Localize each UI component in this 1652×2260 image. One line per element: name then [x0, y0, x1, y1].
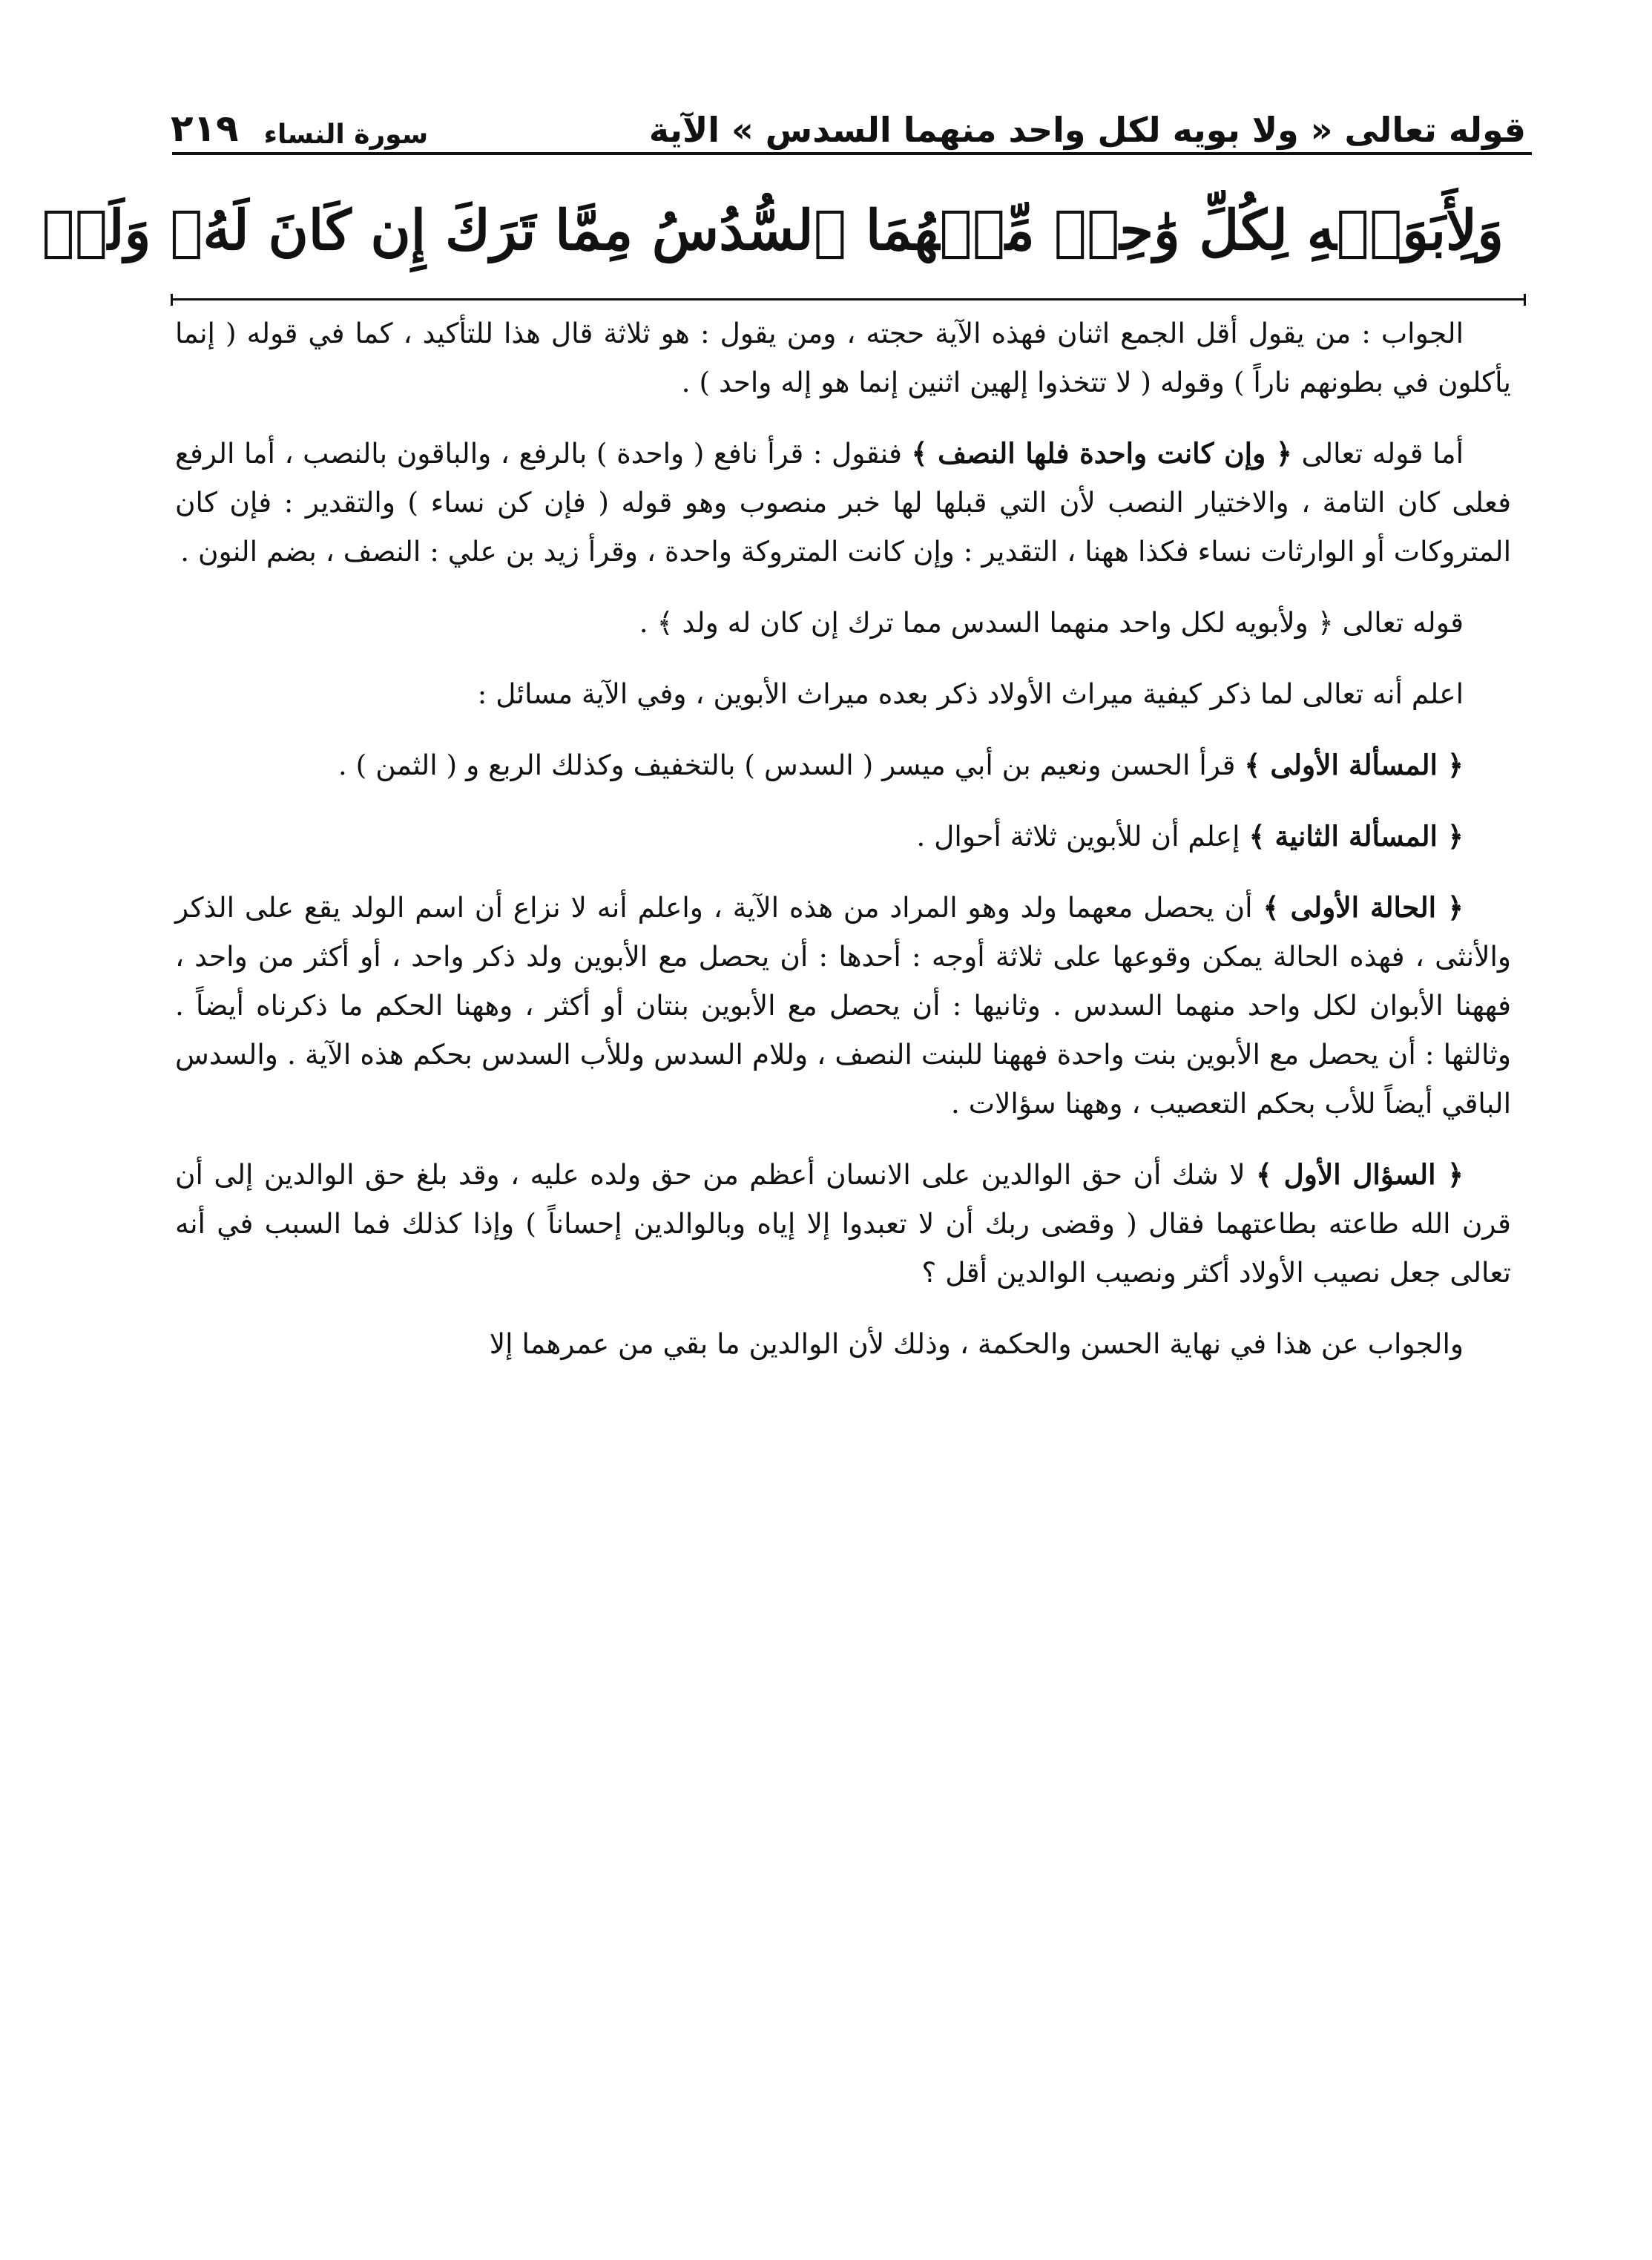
paragraph-text: قرأ الحسن ونعيم بن أبي ميسر ( السدس ) بالتخفيف وكذلك الربع و ( الثمن ) . — [338, 749, 1236, 781]
paragraph-1 — [175, 309, 1511, 407]
paragraph-text: لا شك أن حق الوالدين على الانسان أعظم من حق ولده عليه ، وقد بلغ حق الوالدين إلى أن قرن الله طاعته بطاعتهما فقال ( وقضى ربك أن لا تعبدوا إلا إياه وبالوالدين إحساناً ) وإذا كذلك فما السبب في أنه تعالى جعل نصيب الأولاد أكثر ونصيب الوالدين أقل ؟ — [175, 1158, 1511, 1289]
commentary-body — [175, 309, 1511, 1390]
page-number: ٢١٩ — [171, 107, 239, 150]
paragraph-text: إعلم أن للأبوين ثلاثة أحوال . — [916, 820, 1240, 853]
paragraph-lead-intro: قوله تعالى — [1342, 606, 1464, 639]
running-header — [171, 68, 1526, 150]
paragraph-lead: ﴿ السؤال الأول ﴾ — [1256, 1158, 1464, 1191]
paragraph-2 — [175, 429, 1511, 576]
paragraph-6 — [175, 812, 1511, 861]
paragraph-8 — [175, 1150, 1511, 1297]
paragraph-text: الجواب : من يقول أقل الجمع اثنان فهذه الآية حجته ، ومن يقول : هو ثلاثة قال هذا للتأكيد ، كما في قوله ( إنما يأكلون في بطونهم ناراً ) وقوله ( لا تتخذوا إلهين اثنين إنما هو إله واحد ) . — [175, 317, 1511, 398]
paragraph-lead: ﴿ المسألة الأولى ﴾ — [1244, 749, 1464, 781]
paragraph-lead-intro: أما قوله تعالى — [1301, 437, 1464, 470]
paragraph-text: أن يحصل معهما ولد وهو المراد من هذه الآية ، واعلم أنه لا نزاع أن اسم الولد يقع على الذكر والأنثى ، فهذه الحالة يمكن وقوعها على ثلاثة أوجه : أحدها : أن يحصل مع الأبوين ولد ذكر واحد ، أو أكثر من واحد ، فههنا الأبوان لكل واحد منهما السدس . وثانيها : أن يحصل مع الأبوين بنتان أو أكثر ، وههنا الحكم ما ذكرناه أيضاً . وثالثها : أن يحصل مع الأبوين بنت واحدة فههنا للبنت النصف ، وللام السدس وللأب السدس بحكم هذه الآية . والسدس الباقي أيضاً للأب بحكم التعصيب ، وههنا سؤالات . — [175, 891, 1511, 1120]
header-surah: سورة النساء — [263, 119, 429, 150]
paragraph-7 — [175, 883, 1511, 1128]
quran-verse: وَلِأَبَوَيۡهِ لِكُلِّ وَٰحِدٖ مِّنۡهُمَا ٱلسُّدُسُ مِمَّا تَرَكَ إِن كَانَ لَهُۥ وَلَدٞ — [42, 199, 1504, 263]
paragraph-text: فنقول : قرأ نافع ( واحدة ) بالرفع ، والباقون بالنصب ، أما الرفع فعلى كان التامة ، والاختيار النصب لأن التي قبلها لها خبر منصوب وهو قوله ( فإن كن نساء ) والتقدير : فإن كان المتروكات أو الوارثات نساء فكذا ههنا ، التقدير : وإن كانت المتروكة واحدة ، وقرأ زيد بن علي : النصف ، بضم النون . — [175, 437, 1511, 568]
paragraph-text: اعلم أنه تعالى لما ذكر كيفية ميراث الأولاد ذكر بعده ميراث الأبوين ، وفي الآية مسائل : — [477, 677, 1464, 710]
paragraph-3 — [175, 598, 1511, 647]
paragraph-5 — [175, 740, 1511, 789]
paragraph-lead: ﴿ وإن كانت واحدة فلها النصف ﴾ — [911, 437, 1291, 470]
header-meta — [171, 107, 428, 150]
paragraph-9 — [175, 1319, 1511, 1368]
paragraph-4 — [175, 669, 1511, 718]
paragraph-text: والجواب عن هذا في نهاية الحسن والحكمة ، وذلك لأن الوالدين ما بقي من عمرهما إلا — [489, 1327, 1464, 1360]
paragraph-lead: ﴿ ولأبويه لكل واحد منهما السدس مما ترك إن كان له ولد ﴾ — [657, 606, 1334, 639]
header-title: قوله تعالى « ولا بويه لكل واحد منهما السدس » الآية — [648, 110, 1526, 150]
paragraph-text: . — [639, 606, 648, 639]
paragraph-lead: ﴿ المسألة الثانية ﴾ — [1249, 820, 1464, 853]
header-rule — [172, 152, 1532, 155]
paragraph-lead: ﴿ الحالة الأولى ﴾ — [1263, 891, 1464, 924]
verse-rule — [171, 298, 1526, 300]
